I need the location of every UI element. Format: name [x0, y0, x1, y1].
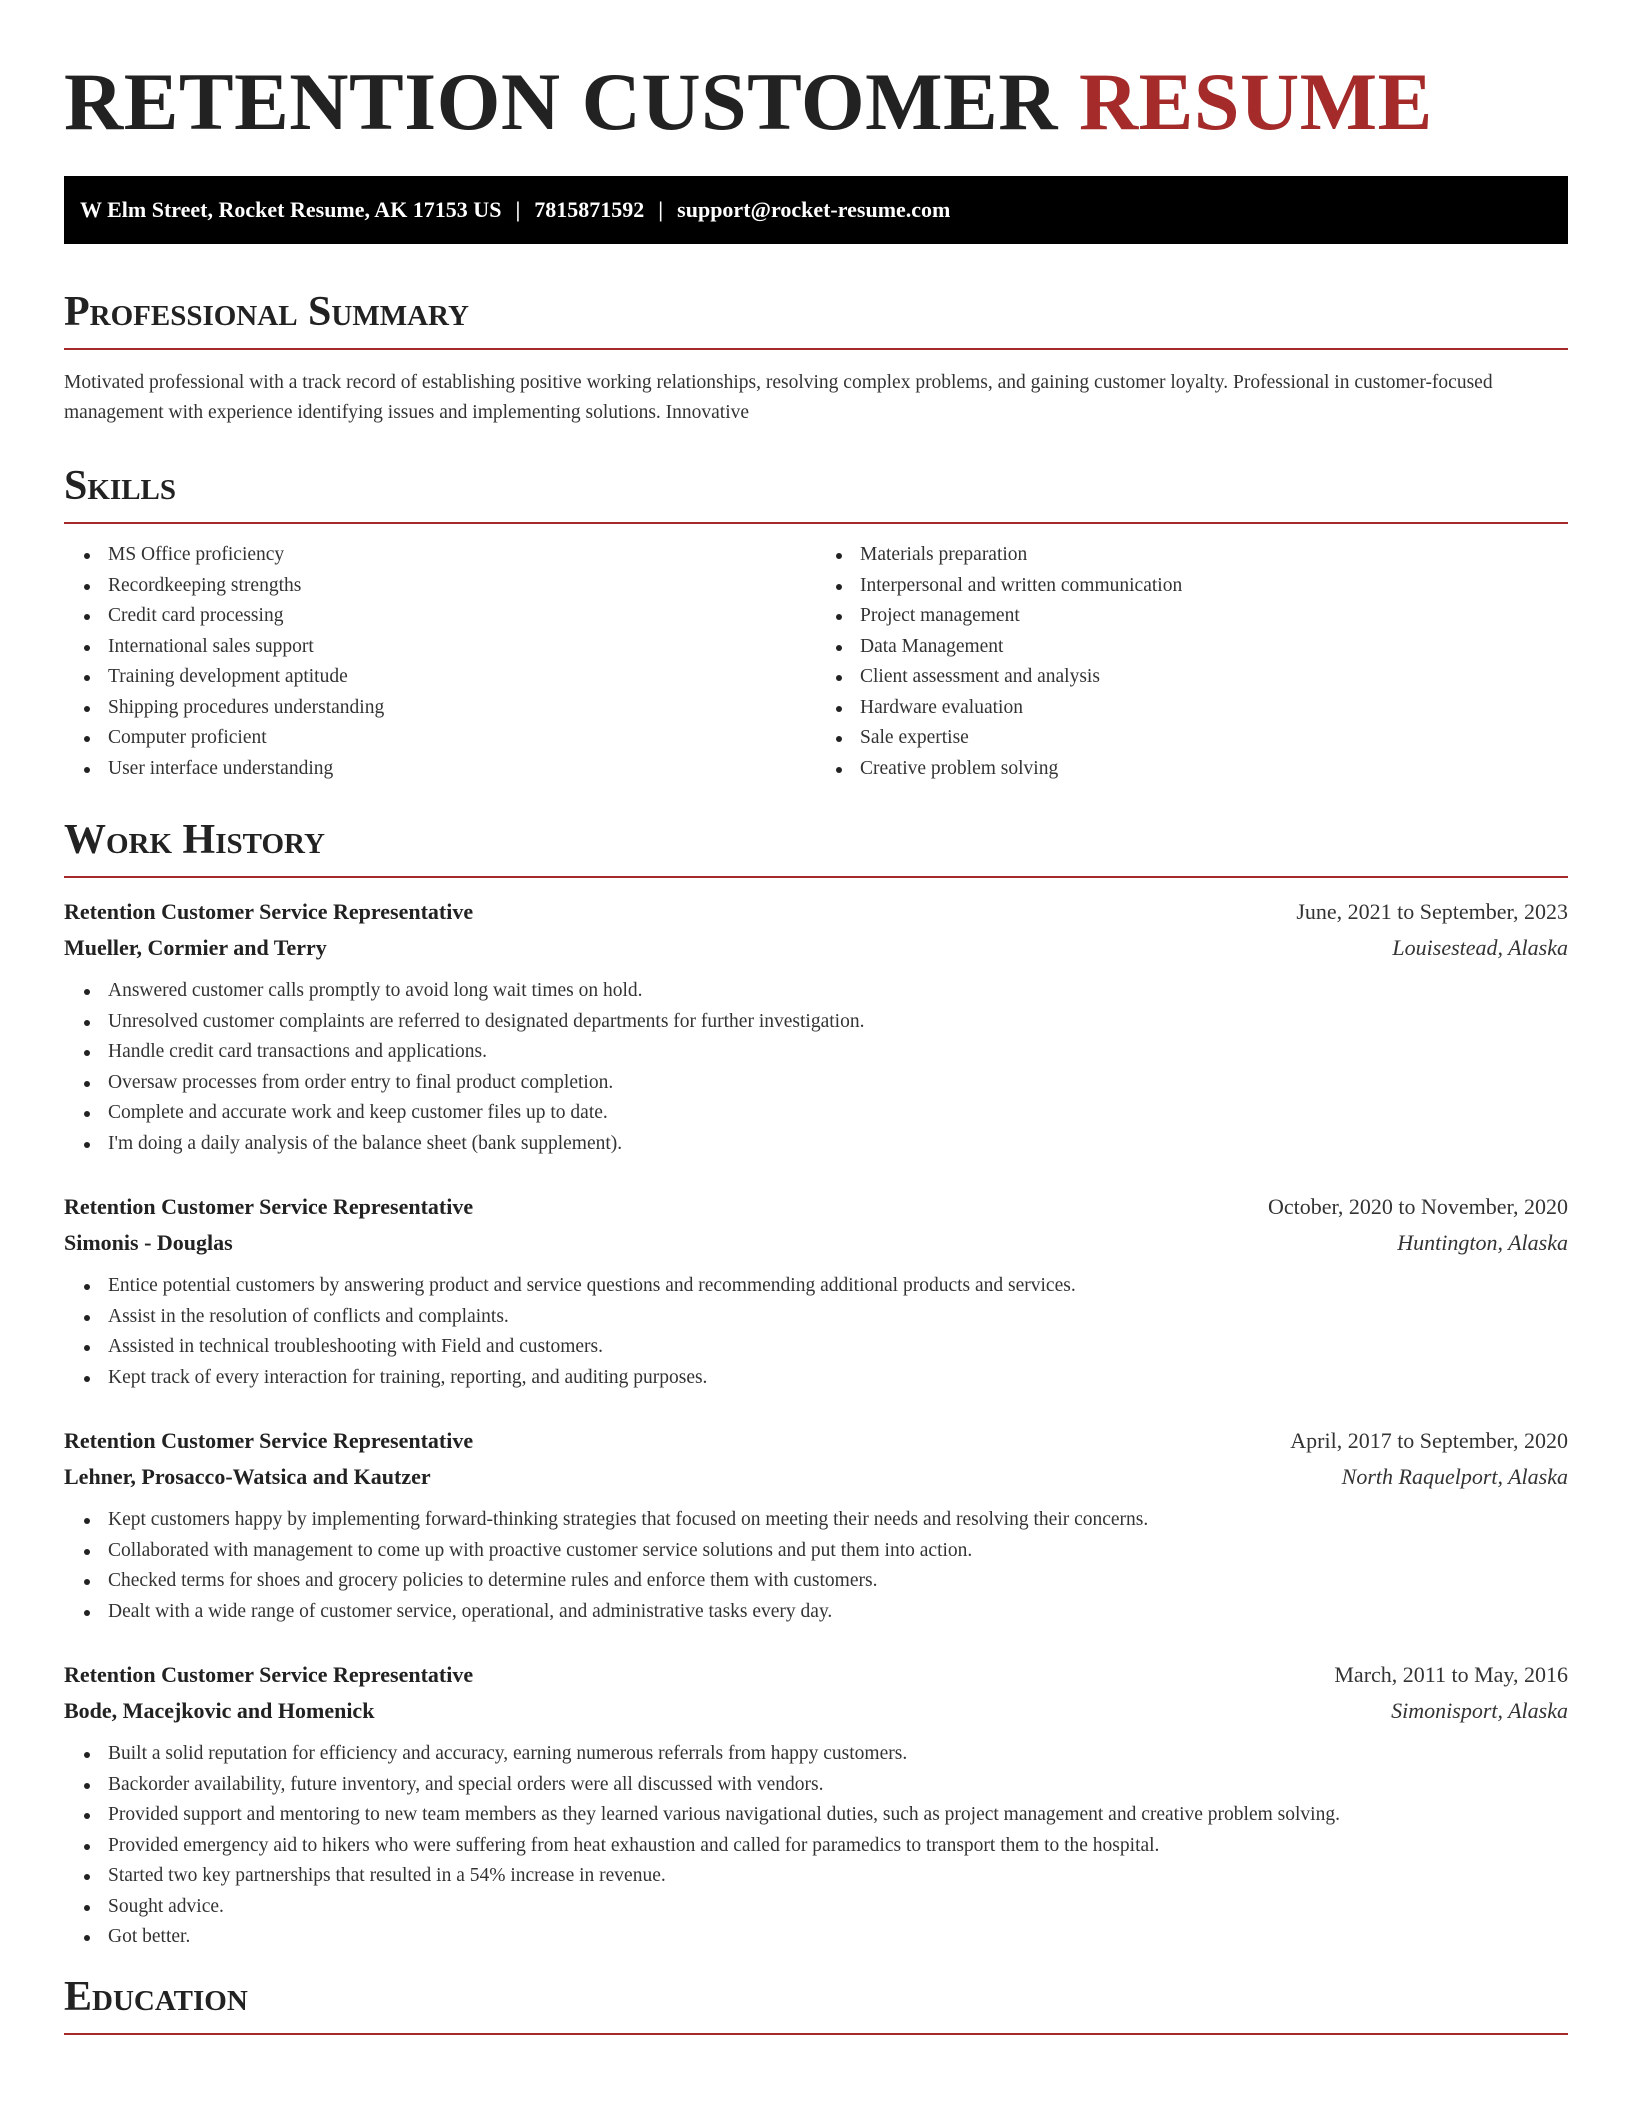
skill-item: International sales support — [108, 632, 816, 663]
job-bullet: I'm doing a daily analysis of the balance sheet (bank supplement). — [108, 1129, 1568, 1160]
job-bullet: Kept track of every interaction for training, reporting, and auditing purposes. — [108, 1363, 1568, 1394]
job-bullet: Assisted in technical troubleshooting with Field and customers. — [108, 1332, 1568, 1363]
job-location: Simonisport, Alaska — [1391, 1698, 1568, 1723]
job-dates: June, 2021 to September, 2023 — [1296, 899, 1568, 924]
skill-item: Hardware evaluation — [860, 693, 1568, 724]
job-company: Lehner, Prosacco-Watsica and Kautzer — [64, 1464, 431, 1489]
job-location: Huntington, Alaska — [1397, 1230, 1568, 1255]
section-heading-summary: Professional Summary — [64, 286, 1568, 350]
contact-phone: 7815871592 — [534, 197, 645, 222]
job-bullet: Handle credit card transactions and applications. — [108, 1037, 1568, 1068]
skill-item: Data Management — [860, 632, 1568, 663]
job-bullet: Checked terms for shoes and grocery policies to determine rules and enforce them with customers. — [108, 1566, 1568, 1597]
skill-item: Creative problem solving — [860, 754, 1568, 785]
job-company: Bode, Macejkovic and Homenick — [64, 1698, 375, 1723]
job-bullet: Kept customers happy by implementing forward-thinking strategies that focused on meeting their needs and resolving their concerns. — [108, 1505, 1568, 1536]
job-dates: October, 2020 to November, 2020 — [1267, 1194, 1568, 1219]
contact-separator: | — [658, 197, 664, 222]
job-title: Retention Customer Service Representative — [64, 1428, 474, 1453]
skill-item: Materials preparation — [860, 540, 1568, 571]
skills-column-right — [816, 540, 1568, 784]
job-bullet: Started two key partnerships that resulted in a 54% increase in revenue. — [108, 1861, 1568, 1892]
job-entry — [64, 1423, 1568, 1627]
job-title: Retention Customer Service Representative — [64, 1662, 474, 1687]
skill-item: Training development aptitude — [108, 662, 816, 693]
job-company: Mueller, Cormier and Terry — [64, 935, 327, 960]
summary-text: Motivated professional with a track record of establishing positive working relationships, resolving complex problems, and gaining customer loyalty. Professional in customer-focused management with experience identifying issues and implementing solutions. Innovative — [64, 372, 1493, 423]
skill-item: Interpersonal and written communication — [860, 571, 1568, 602]
skill-item: Shipping procedures understanding — [108, 693, 816, 724]
title-main: RETENTION CUSTOMER — [64, 56, 1058, 147]
job-location: Louisestead, Alaska — [1392, 935, 1568, 960]
skill-item: Computer proficient — [108, 723, 816, 754]
job-bullets — [64, 1271, 1568, 1393]
job-bullet: Dealt with a wide range of customer service, operational, and administrative tasks every day. — [108, 1597, 1568, 1628]
skills-column-left — [64, 540, 816, 784]
title-accent: RESUME — [1078, 56, 1433, 147]
contact-separator: | — [515, 197, 521, 222]
job-entry — [64, 894, 1568, 1159]
job-entry — [64, 1657, 1568, 1953]
section-heading-education: Education — [64, 1971, 1568, 2035]
job-bullet: Oversaw processes from order entry to final product completion. — [108, 1068, 1568, 1099]
job-bullet: Unresolved customer complaints are referred to designated departments for further investigation. — [108, 1007, 1568, 1038]
job-entry — [64, 1189, 1568, 1393]
job-bullet: Backorder availability, future inventory, and special orders were all discussed with vendors. — [108, 1770, 1568, 1801]
job-location: North Raquelport, Alaska — [1341, 1464, 1568, 1489]
skill-item: Credit card processing — [108, 601, 816, 632]
resume-page — [64, 0, 1568, 2035]
job-bullets — [64, 1739, 1568, 1953]
job-bullet: Complete and accurate work and keep customer files up to date. — [108, 1098, 1568, 1129]
skill-item: Sale expertise — [860, 723, 1568, 754]
job-bullet: Entice potential customers by answering product and service questions and recommending additional products and services. — [108, 1271, 1568, 1302]
job-bullet: Assist in the resolution of conflicts and complaints. — [108, 1302, 1568, 1333]
skill-item: Recordkeeping strengths — [108, 571, 816, 602]
job-bullet: Provided support and mentoring to new team members as they learned various navigational duties, such as project management and creative problem solving. — [108, 1800, 1568, 1831]
job-title: Retention Customer Service Representative — [64, 1194, 474, 1219]
job-bullets — [64, 1505, 1568, 1627]
job-bullet: Got better. — [108, 1922, 1568, 1953]
job-dates: March, 2011 to May, 2016 — [1334, 1662, 1568, 1687]
contact-email[interactable]: support@rocket-resume.com — [677, 197, 951, 222]
section-heading-skills: Skills — [64, 460, 1568, 524]
skill-item: MS Office proficiency — [108, 540, 816, 571]
job-company: Simonis - Douglas — [64, 1230, 233, 1255]
job-title: Retention Customer Service Representative — [64, 899, 474, 924]
job-bullets — [64, 976, 1568, 1159]
skill-item: Client assessment and analysis — [860, 662, 1568, 693]
skill-item: User interface understanding — [108, 754, 816, 785]
resume-title — [64, 0, 1568, 148]
contact-address: W Elm Street, Rocket Resume, AK 17153 US — [80, 197, 502, 222]
job-dates: April, 2017 to September, 2020 — [1290, 1428, 1568, 1453]
job-bullet: Sought advice. — [108, 1892, 1568, 1923]
section-heading-work-history: Work History — [64, 814, 1568, 878]
job-bullet: Collaborated with management to come up with proactive customer service solutions and put them into action. — [108, 1536, 1568, 1567]
job-bullet: Built a solid reputation for efficiency and accuracy, earning numerous referrals from happy customers. — [108, 1739, 1568, 1770]
contact-bar — [64, 176, 1568, 244]
skills-list — [64, 540, 1568, 784]
skill-item: Project management — [860, 601, 1568, 632]
job-bullet: Provided emergency aid to hikers who were suffering from heat exhaustion and called for paramedics to transport them to the hospital. — [108, 1831, 1568, 1862]
job-bullet: Answered customer calls promptly to avoid long wait times on hold. — [108, 976, 1568, 1007]
